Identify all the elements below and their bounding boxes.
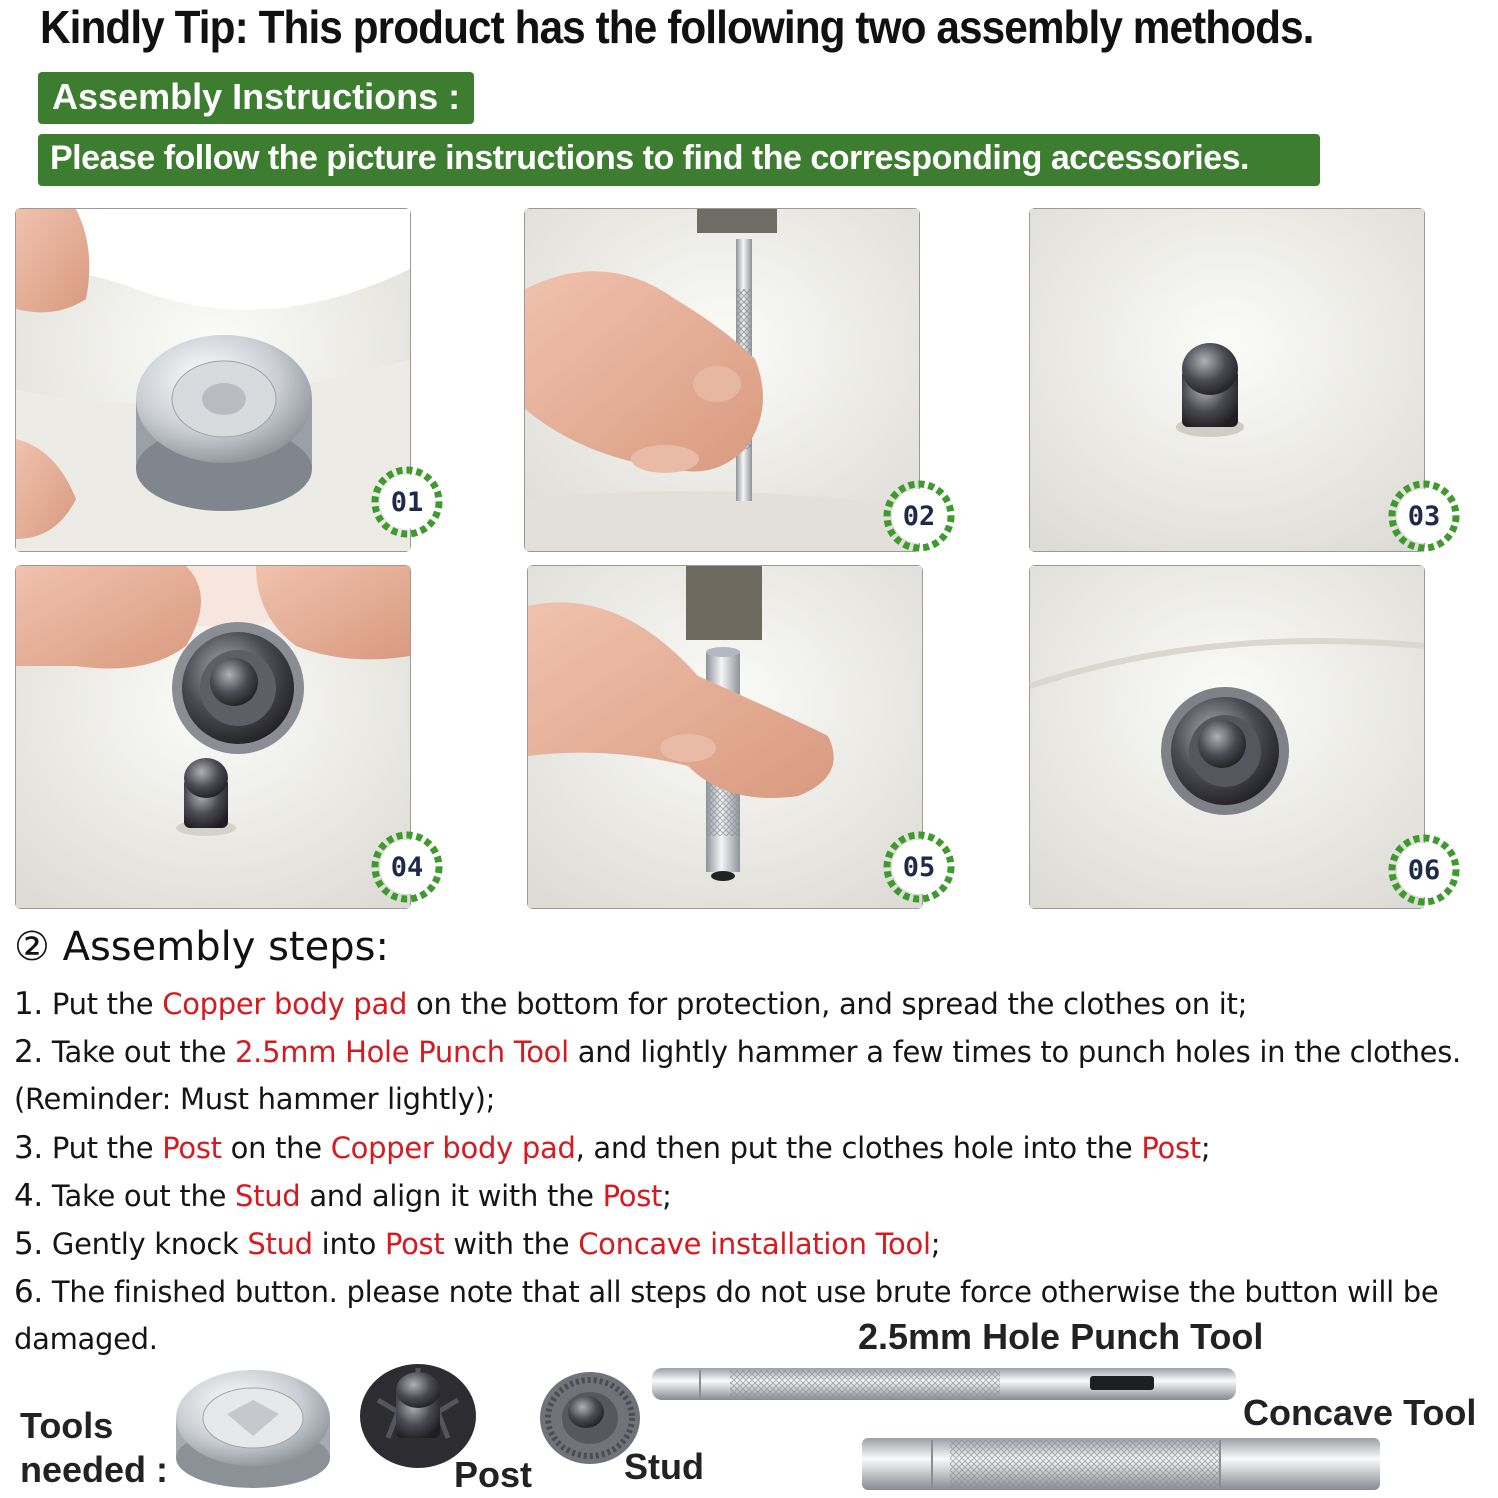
concave-tool-icon xyxy=(860,1434,1382,1494)
step-3 xyxy=(14,1130,1210,1166)
copper-body-pad-icon xyxy=(172,1366,334,1490)
step-text: Put the xyxy=(42,987,163,1021)
step-text: , and then put the clothes hole into the xyxy=(575,1131,1142,1165)
step-text: and lightly hammer a few times to punch holes in the clothes. xyxy=(568,1035,1461,1069)
photo-step-1 xyxy=(15,208,424,552)
step-number: 3. xyxy=(14,1130,43,1166)
step-text: Take out the xyxy=(42,1179,236,1213)
step-highlight: Copper body pad xyxy=(330,1131,576,1165)
step-highlight: Stud xyxy=(235,1179,301,1213)
step-highlight: Concave installation Tool xyxy=(578,1227,931,1261)
stud-caption: Stud xyxy=(624,1446,704,1487)
step-badge-number: 03 xyxy=(1407,500,1441,532)
step-text: Put the xyxy=(42,1131,163,1165)
step-text: on the bottom for protection, and spread the clothes on it; xyxy=(407,987,1248,1021)
step-text: with the xyxy=(444,1227,579,1261)
photo-step-4 xyxy=(15,565,424,909)
copper-pad-on-cloth-icon xyxy=(16,209,410,551)
hole-punch-hammer-icon xyxy=(525,209,919,551)
step-6-continued: damaged. xyxy=(14,1322,158,1356)
post-through-cloth-icon xyxy=(1030,209,1424,551)
step-highlight: Post xyxy=(162,1131,222,1165)
stud-above-post-icon xyxy=(16,566,410,908)
step-number: 4. xyxy=(14,1178,43,1214)
step-5 xyxy=(14,1226,940,1262)
step-highlight: Post xyxy=(1141,1131,1201,1165)
headline: Kindly Tip: This product has the following two assembly methods. xyxy=(40,1,1314,53)
step-highlight: Post xyxy=(602,1179,663,1213)
banner-title: Assembly Instructions : xyxy=(38,72,474,124)
steps-title-marker: ② xyxy=(14,924,50,970)
step-2-note: (Reminder: Must hammer lightly); xyxy=(14,1082,496,1116)
concave-tool-caption: Concave Tool xyxy=(1243,1392,1477,1433)
step-badge-number: 05 xyxy=(902,851,936,883)
banner-subtitle: Please follow the picture instructions to find the corresponding accessories. xyxy=(38,134,1320,186)
step-text: into xyxy=(312,1227,385,1261)
concave-tool-hammer-icon xyxy=(528,566,922,908)
photo-step-5 xyxy=(527,565,936,909)
step-badge-number: 01 xyxy=(390,486,424,518)
photo-step-6 xyxy=(1029,565,1441,909)
step-text: on the xyxy=(221,1131,331,1165)
step-highlight: Post xyxy=(384,1227,445,1261)
step-number: 6. xyxy=(14,1274,43,1310)
step-6 xyxy=(14,1274,1438,1310)
step-4 xyxy=(14,1178,672,1214)
step-2 xyxy=(14,1034,1461,1070)
post-caption: Post xyxy=(454,1454,533,1495)
step-text: ; xyxy=(1200,1131,1211,1165)
step-text: Take out the xyxy=(42,1035,236,1069)
hole-punch-caption: 2.5mm Hole Punch Tool xyxy=(858,1316,1264,1357)
step-highlight: Copper body pad xyxy=(162,987,408,1021)
step-highlight: Stud xyxy=(247,1227,313,1261)
step-number: 5. xyxy=(14,1226,43,1262)
photo-step-3 xyxy=(1029,208,1441,552)
photo-step-2 xyxy=(524,208,936,552)
step-1 xyxy=(14,986,1247,1022)
step-text: and align it with the xyxy=(300,1179,603,1213)
step-highlight: 2.5mm Hole Punch Tool xyxy=(235,1035,569,1069)
tools-needed-label: Tools needed : xyxy=(20,1405,169,1490)
step-badge-number: 04 xyxy=(390,851,424,883)
step-text: Gently knock xyxy=(42,1227,248,1261)
step-text: ; xyxy=(662,1179,672,1213)
step-badge-number: 06 xyxy=(1407,854,1441,886)
steps-title-text: Assembly steps: xyxy=(62,924,389,970)
step-number: 2. xyxy=(14,1034,43,1070)
step-text: The finished button. please note that all steps do not use brute force otherwise the button will be xyxy=(42,1275,1439,1309)
step-badge-number: 02 xyxy=(902,500,936,532)
hole-punch-tool-icon xyxy=(650,1362,1240,1406)
step-text: ; xyxy=(930,1227,941,1261)
step-number: 1. xyxy=(14,986,43,1022)
steps-title xyxy=(14,924,389,970)
finished-button-icon xyxy=(1030,566,1424,908)
